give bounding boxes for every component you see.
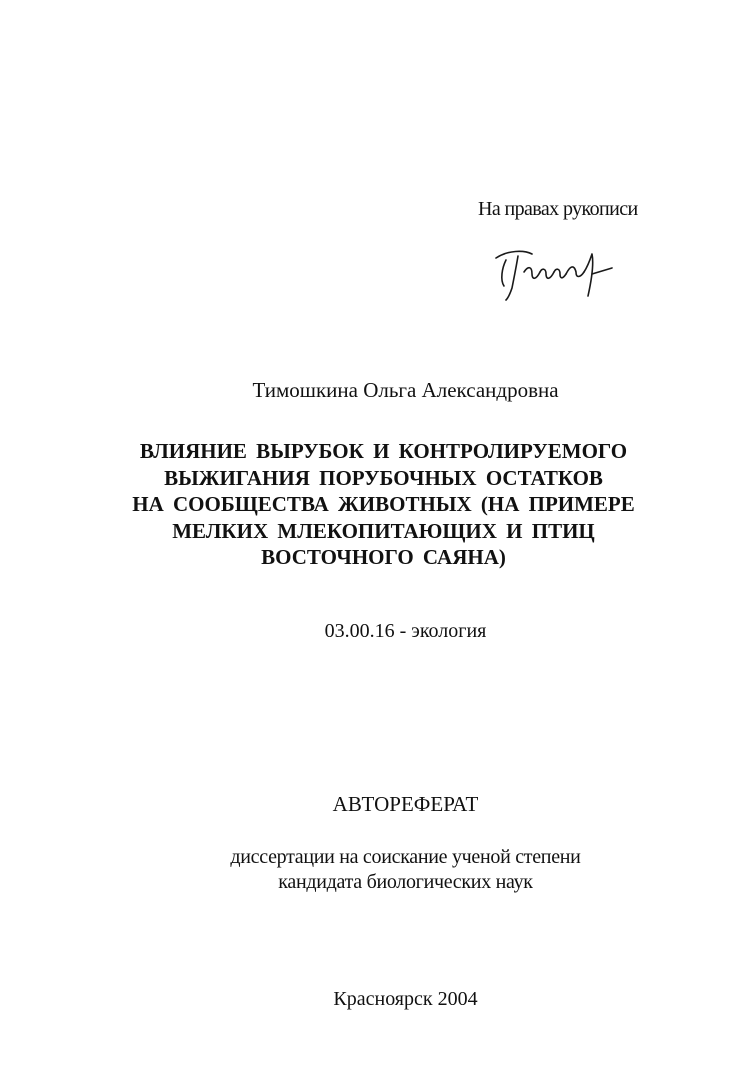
- purpose-line: диссертации на соискание ученой степени: [230, 846, 581, 868]
- handwritten-signature: [488, 238, 628, 308]
- title-line: ВЛИЯНИЕ ВЫРУБОК И КОНТРОЛИРУЕМОГО: [139, 439, 628, 463]
- degree-purpose: [0, 845, 753, 895]
- dissertation-title: [0, 438, 753, 571]
- title-line: ВЫЖИГАНИЯ ПОРУБОЧНЫХ ОСТАТКОВ: [164, 465, 603, 490]
- title-line: МЕЛКИХ МЛЕКОПИТАЮЩИХ И ПТИЦ: [172, 518, 595, 543]
- title-line: НА СООБЩЕСТВА ЖИВОТНЫХ (НА ПРИМЕРЕ: [132, 492, 635, 516]
- manuscript-rights-note: На правах рукописи: [478, 198, 638, 220]
- city-year: Красноярск 2004: [333, 988, 478, 1010]
- document-type: АВТОРЕФЕРАТ: [332, 792, 479, 816]
- specialty-code: 03.00.16 - экология: [324, 620, 487, 642]
- title-line: ВОСТОЧНОГО САЯНА): [261, 545, 506, 569]
- purpose-line: кандидата биологических наук: [278, 871, 533, 893]
- author-name: Тимошкина Ольга Александровна: [252, 378, 559, 402]
